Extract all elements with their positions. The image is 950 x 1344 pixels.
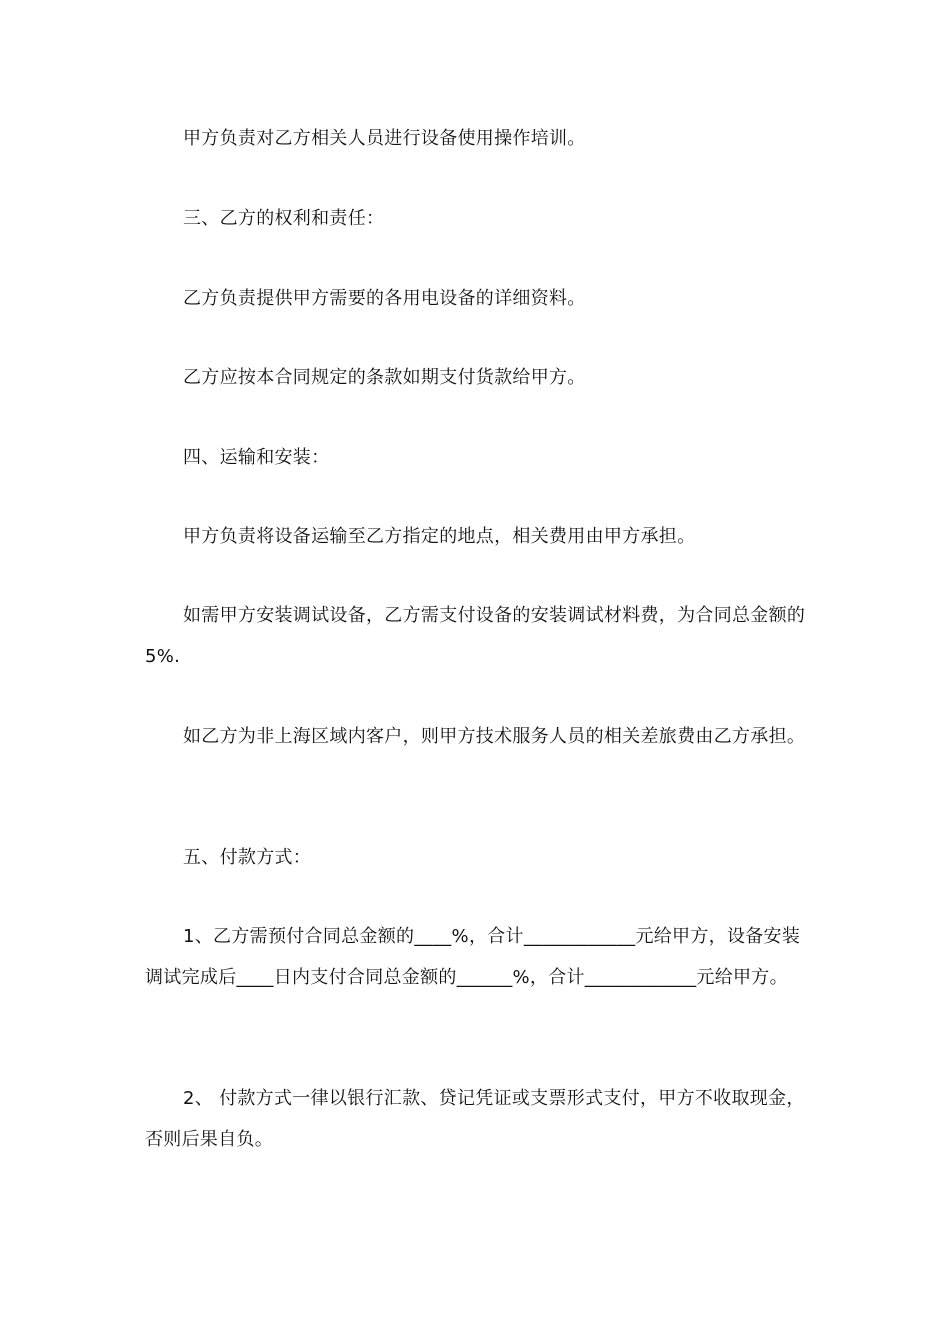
paragraph-transport: 甲方负责将设备运输至乙方指定的地点，相关费用由甲方承担。 bbox=[183, 526, 696, 547]
heading-section-4: 四、运输和安装： bbox=[183, 447, 330, 468]
paragraph-training: 甲方负责对乙方相关人员进行设备使用操作培训。 bbox=[183, 128, 586, 149]
paragraph-equipment-info: 乙方负责提供甲方需要的各用电设备的详细资料。 bbox=[183, 288, 586, 309]
paragraph-payment-terms-2: 2、 付款方式一律以银行汇款、贷记凭证或支票形式支付，甲方不收取现金，否则后果自负。 bbox=[145, 1088, 805, 1150]
paragraph-payment-terms-1: 1、乙方需预付合同总金额的____%，合计____________元给甲方，设备安装调试完成后____日内支付合同总金额的______%，合计____________元给甲方。 bbox=[145, 926, 801, 988]
paragraph-travel-expenses: 如乙方为非上海区域内客户，则甲方技术服务人员的相关差旅费由乙方承担。 bbox=[183, 726, 806, 747]
paragraph-installation-fee: 如需甲方安装调试设备，乙方需支付设备的安装调试材料费，为合同总金额的 5%. bbox=[145, 605, 812, 667]
paragraph-payment-duty: 乙方应按本合同规定的条款如期支付货款给甲方。 bbox=[183, 367, 586, 388]
heading-section-3: 三、乙方的权利和责任： bbox=[183, 208, 385, 229]
heading-section-5: 五、付款方式： bbox=[183, 847, 312, 868]
